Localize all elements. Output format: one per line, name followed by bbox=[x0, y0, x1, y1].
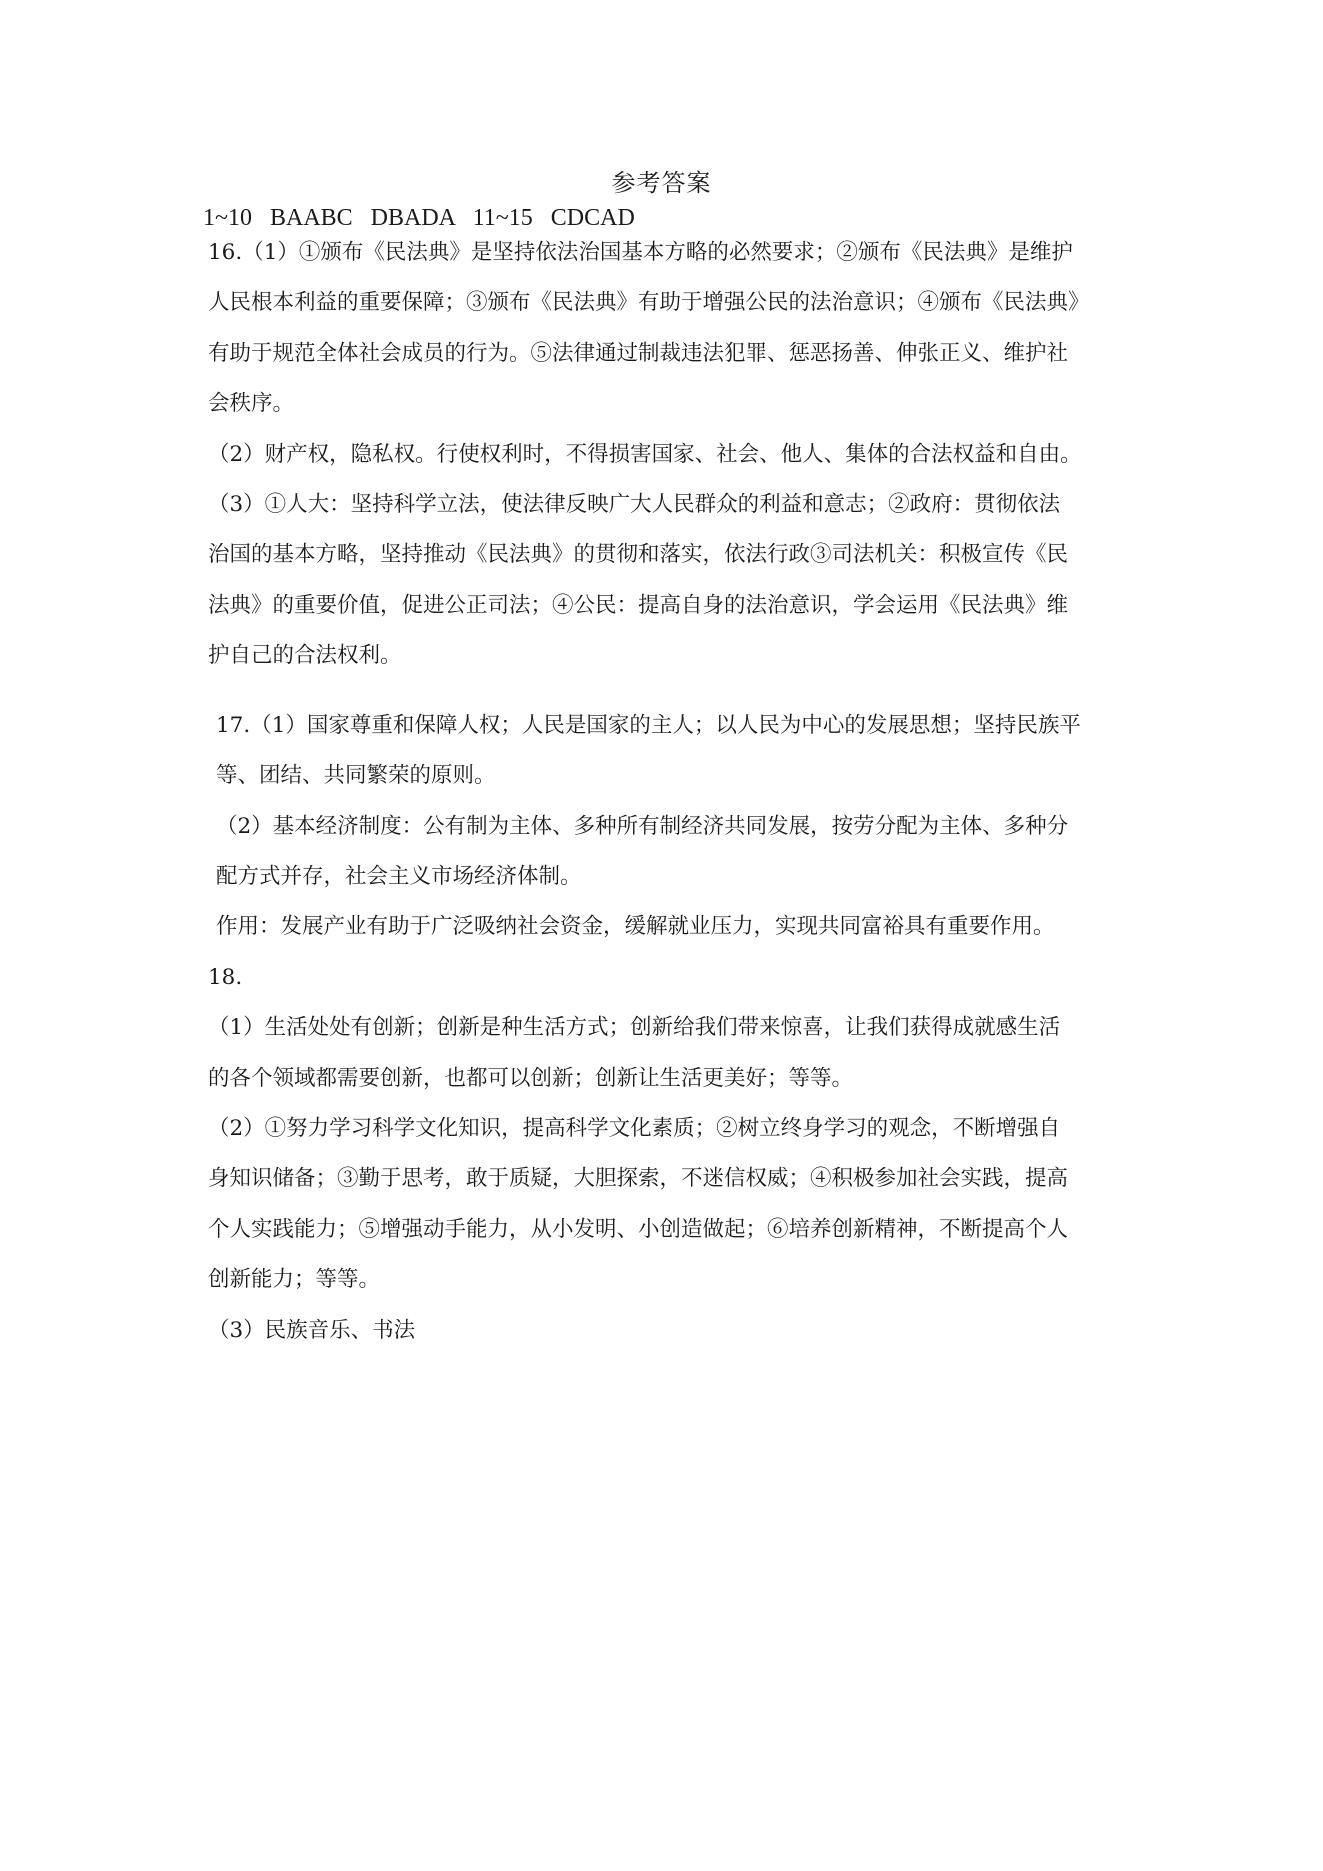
answer-line: 法典》的重要价值，促进公正司法；④公民：提高自身的法治意识，学会运用《民法典》维 bbox=[208, 593, 1069, 618]
answer-line: 16.（1）①颁布《民法典》是坚持依法治国基本方略的必然要求；②颁布《民法典》是维护 bbox=[208, 240, 1073, 265]
answer-line: （2）基本经济制度：公有制为主体、多种所有制经济共同发展，按劳分配为主体、多种分 bbox=[216, 814, 1069, 839]
answer-line: 等、团结、共同繁荣的原则。 bbox=[216, 763, 496, 788]
multiple-choice-answers: 1~10 BAABC DBADA 11~15 CDCAD bbox=[203, 205, 635, 231]
answer-line: 17.（1）国家尊重和保障人权；人民是国家的主人；以人民为中心的发展思想；坚持民族平 bbox=[216, 713, 1081, 738]
answer-line: 人民根本利益的重要保障；③颁布《民法典》有助于增强公民的法治意识；④颁布《民法典》 bbox=[208, 290, 1090, 315]
answer-line: 18. bbox=[208, 965, 243, 990]
answer-line: （2）①努力学习科学文化知识，提高科学文化素质；②树立终身学习的观念，不断增强自 bbox=[208, 1116, 1061, 1141]
answer-line: （3）民族音乐、书法 bbox=[208, 1318, 416, 1343]
answer-line: 有助于规范全体社会成员的行为。⑤法律通过制裁违法犯罪、惩恶扬善、伸张正义、维护社 bbox=[208, 341, 1069, 366]
answer-line: 身知识储备；③勤于思考，敢于质疑，大胆探索，不迷信权威；④积极参加社会实践，提高 bbox=[208, 1166, 1069, 1191]
answer-line: 个人实践能力；⑤增强动手能力，从小发明、小创造做起；⑥培养创新精神，不断提高个人 bbox=[208, 1217, 1069, 1242]
answer-line: （3）①人大：坚持科学立法，使法律反映广大人民群众的利益和意志；②政府：贯彻依法 bbox=[208, 492, 1061, 517]
answer-line: 治国的基本方略，坚持推动《民法典》的贯彻和落实，依法行政③司法机关：积极宣传《民 bbox=[208, 542, 1069, 567]
answer-line: （2）财产权，隐私权。行使权利时，不得损害国家、社会、他人、集体的合法权益和自由。 bbox=[208, 442, 1082, 467]
page-title: 参考答案 bbox=[611, 169, 712, 197]
answer-line: 创新能力；等等。 bbox=[208, 1267, 381, 1292]
answer-line: 护自己的合法权利。 bbox=[208, 643, 402, 668]
answer-line: （1）生活处处有创新；创新是种生活方式；创新给我们带来惊喜，让我们获得成就感生活 bbox=[208, 1015, 1061, 1040]
answer-line: 配方式并存，社会主义市场经济体制。 bbox=[216, 864, 582, 889]
answer-line: 的各个领域都需要创新，也都可以创新；创新让生活更美好；等等。 bbox=[208, 1066, 854, 1091]
answer-line: 作用：发展产业有助于广泛吸纳社会资金，缓解就业压力，实现共同富裕具有重要作用。 bbox=[216, 914, 1055, 939]
answer-line: 会秩序。 bbox=[208, 391, 295, 416]
